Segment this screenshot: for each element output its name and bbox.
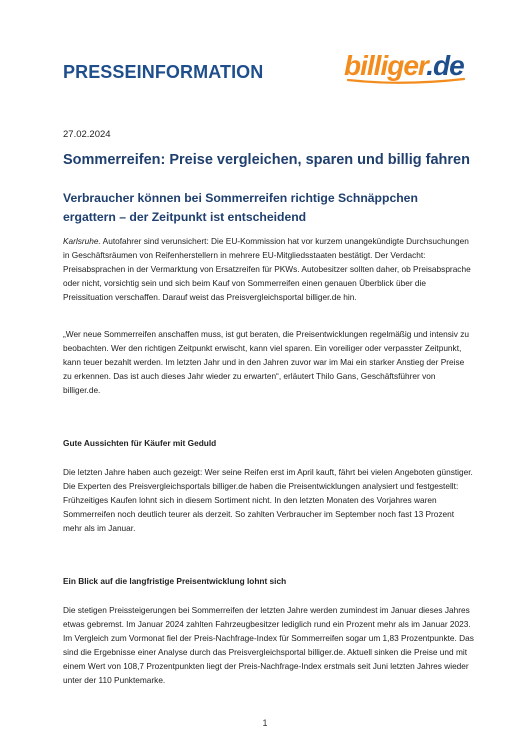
paragraph-preisentwicklung: Die stetigen Preissteigerungen bei Sommerreifen der letzten Jahre werden zumindest im Januar dieses Jahres etwas gebremst. Im Januar 2024 zahlten Fahrzeugbesitzer lediglich rund ein Prozent mehr als im Januar 2023. Im Vergleich zum Vormonat fiel der Preis-Nachfrage-Index für Sommerreifen sogar um 1,83 Prozentpunkte. Das sind die Ergebnisse einer Analyse durch das Preisvergleichsportal billiger.de. Aktuell sinken die Preise und mit einem Wert von 108,7 Prozentpunkten liegt der Preis-Nachfrage-Index erstmals seit Juni letzten Jahres wieder unter der 110 Punktemarke. <box>63 605 474 686</box>
svg-text:billiger.de: billiger.de <box>344 50 464 81</box>
billiger-de-logo <box>342 46 470 88</box>
press-release-title: PRESSEINFORMATION <box>63 62 264 82</box>
paragraph-intro-text: Autofahrer sind verunsichert: Die EU-Kommission hat vor kurzem unangekündigte Durchsuchungen in Geschäftsräumen von Reifenherstellern in mehrere EU-Mitgliedsstaaten bestätigt. Der Verdacht: Preisabsprachen in der Vermarktung von Ersatzreifen für PKWs. Autobesitzer sollten daher, ob Preisabsprache oder nicht, vorsichtig sein und sich beim Kauf von Sommerreifen einen genauen Überblick über die Preissituation verschaffen. Darauf weist das Preisvergleichsportal billiger.de hin. <box>63 236 471 303</box>
section-heading-geduld: Gute Aussichten für Käufer mit Geduld <box>63 438 217 448</box>
paragraph-geduld: Die letzten Jahre haben auch gezeigt: Wer seine Reifen erst im April kauft, fährt bei vielen Angeboten günstiger. Die Experten des Preisvergleichsportals billiger.de haben die Preisentwicklungen analysiert und festgestellt: Frühzeitiges Kaufen lohnt sich in diesem Sortiment nicht. In den letzten Monaten des Vorjahres waren Sommerreifen noch deutlich teurer als derzeit. So zahlten Verbraucher im September noch fast 13 Prozent mehr als im Januar. <box>63 467 473 534</box>
subheadline: Verbraucher können bei Sommerreifen richtige Schnäppchen ergattern – der Zeitpunkt ist entscheidend <box>63 191 418 224</box>
dateline-place: Karlsruhe. <box>63 236 101 246</box>
paragraph-intro <box>63 234 475 304</box>
page-number: 1 <box>262 718 268 728</box>
section-heading-preisentwicklung: Ein Blick auf die langfristige Preisentwicklung lohnt sich <box>63 576 287 586</box>
headline: Sommerreifen: Preise vergleichen, sparen und billig fahren <box>63 152 470 168</box>
paragraph-quote: „Wer neue Sommerreifen anschaffen muss, ist gut beraten, die Preisentwicklungen regelmäßig und intensiv zu beobachten. Wer den richtigen Zeitpunkt erwischt, kann viel sparen. Ein voreiliger oder verpasster Zeitpunkt, kann teuer bezahlt werden. Im letzten Jahr und in den Jahren zuvor war im Mai ein starker Anstieg der Preise zu erkennen. Das ist auch dieses Jahr wieder zu erwarten“, erläutert Thilo Gans, Geschäftsführer von billiger.de. <box>63 329 469 396</box>
release-date: 27.02.2024 <box>63 129 111 140</box>
